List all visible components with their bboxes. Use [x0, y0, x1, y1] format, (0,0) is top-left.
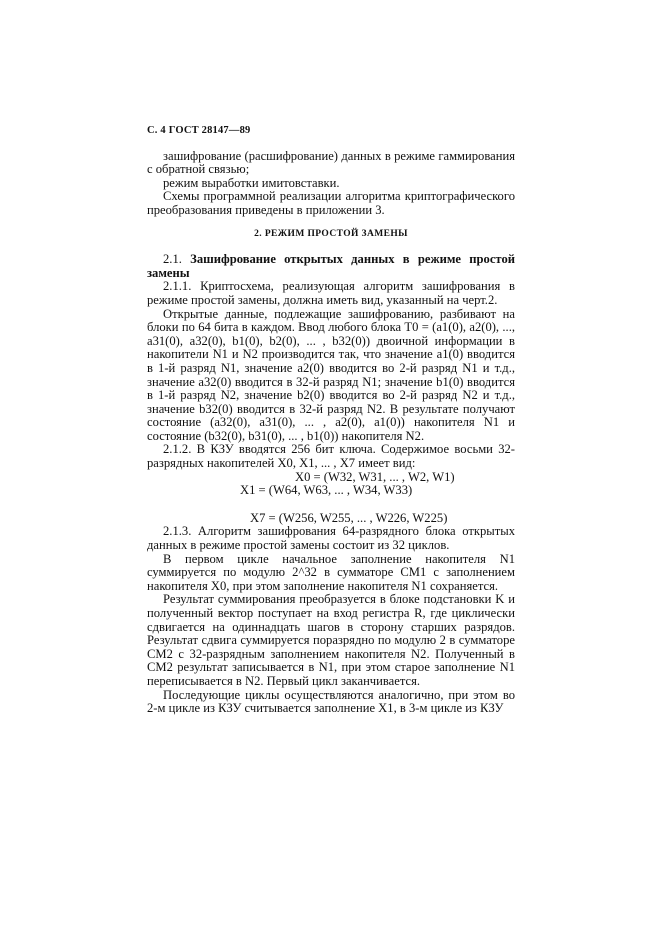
running-head: С. 4 ГОСТ 28147—89	[147, 125, 251, 136]
section-title: 2. РЕЖИМ ПРОСТОЙ ЗАМЕНЫ	[254, 228, 408, 239]
formula-x7: X7 = (W256, W255, ... , W226, W225)	[250, 510, 448, 525]
subsection-heading	[147, 253, 515, 280]
paragraph-blocks: Открытые данные, подлежащие зашифрованию, разбивают на блоки по 64 бита в каждом. Ввод любого блока T0 = (a1(0), a2(0), ..., a31(0), a32(0), b1(0), b2(0), ... , b32(0)) двоичной информации в накопители N1 и N2 производится так, что значение a1(0) вводится в 1-й разряд N1, значение a2(0) вводится во 2-й разряд N1 и т.д., значение a32(0) вводится в 32-й разряд N1; значение b1(0) вводится в 1-й разряд N2, значение b2(0) вводится во 2-й разряд N2 и т.д., значение b32(0) вводится в 32-й разряд N2. В результате получают состояние (a32(0), a31(0), ... , a2(0), a1(0)) накопителя N1 и состояние (b32(0), b31(0), ... , b1(0)) накопителя N2.	[147, 306, 515, 443]
formula-x1: X1 = (W64, W63, ... , W34, W33)	[240, 483, 413, 498]
paragraph-2-1-2: 2.1.2. В КЗУ вводятся 256 бит ключа. Содержимое восьми 32-разрядных накопителей X0, X1, ... , X7 имеет вид:	[147, 442, 515, 471]
intro-paragraph-3: Схемы программной реализации алгоритма криптографического преобразования приведены в приложении 3.	[147, 189, 515, 217]
paragraph-result: Результат суммирования преобразуется в блоке подстановки K и полученный вектор поступает на вход регистра R, где циклически сдвигается на одиннадцать шагов в сторону старших разрядов. Результат сдвига суммируется поразрядно по модулю 2 в сумматоре CM2 с 32-разрядным заполнением накопителя N2. Полученный в CM2 результат записывается в N1, при этом старое заполнение N1 переписывается в N2. Первый цикл заканчивается.	[147, 592, 515, 688]
paragraph-2-1-1: 2.1.1. Криптосхема, реализующая алгоритм зашифрования в режиме простой замены, должна иметь вид, указанный на черт.2.	[147, 279, 515, 307]
paragraph-next-cycles: Последующие циклы осуществляются аналогично, при этом во 2-м цикле из КЗУ считывается заполнение X1, в 3-м цикле из КЗУ	[147, 687, 515, 716]
subsection-number: 2.1.	[163, 252, 182, 267]
document-page	[147, 124, 515, 716]
intro-paragraph-1: зашифрование (расшифрование) данных в режиме гаммирования с обратной связью;	[147, 148, 515, 177]
formula-x0: X0 = (W32, W31, ... , W2, W1)	[295, 469, 455, 484]
paragraph-cycle-1: В первом цикле начальное заполнение накопителя N1 суммируется по модулю 2^32 в сумматоре CM1 с заполнением накопителя X0, при этом заполнение накопителя N1 сохраняется.	[147, 551, 515, 593]
paragraph-2-1-3: 2.1.3. Алгоритм зашифрования 64-разрядного блока открытых данных в режиме простой замены состоит из 32 циклов.	[147, 524, 515, 553]
subsection-title: Зашифрование открытых данных в режиме простой замены	[147, 252, 515, 280]
intro-paragraph-2: режим выработки имитовставки.	[163, 175, 340, 190]
